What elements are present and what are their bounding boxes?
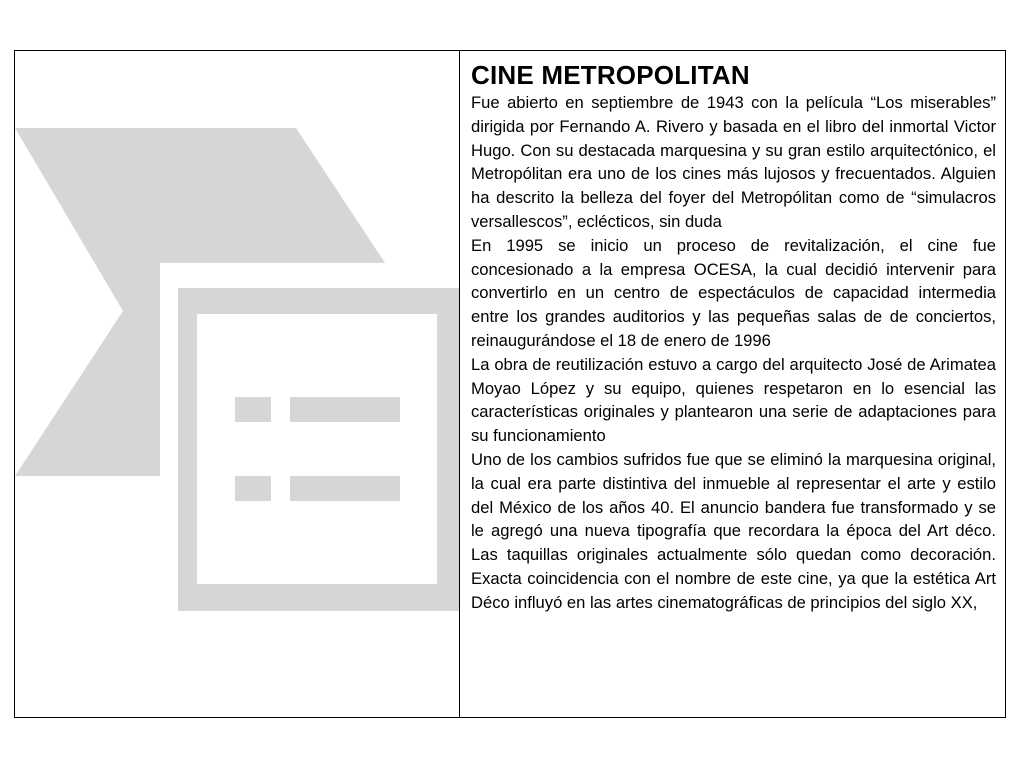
- paragraph-revitalization: En 1995 se inicio un proceso de revitalización, el cine fue concesionado a la empresa OCESA, la cual decidió intervenir para convertirlo en un centro de espectáculos de capacidad intermedia entre los grandes auditorios y las pequeñas salas de de conciertos, reinaugurándose el 18 de enero de 1996: [471, 235, 996, 350]
- illustration-cell: [15, 51, 460, 717]
- paragraph-opening: Fue abierto en septiembre de 1943 con la película “Los miserables” dirigida por Fernando A. Rivero y basada en el libro del inmortal Victor Hugo. Con su destacada marquesina y su gran estilo arquitectónico, el Metropólitan era uno de los cines más lujosos y frecuentados. Alguien ha descrito la belleza del foyer del Metropólitan como de “simulacros versallescos”, eclécticos, sin duda: [471, 93, 996, 231]
- text-cell: [460, 51, 1005, 717]
- article-title: CINE METROPOLITAN: [471, 60, 750, 90]
- list-line-1: [290, 397, 400, 422]
- document-page: [197, 314, 437, 584]
- list-line-2: [290, 476, 400, 501]
- document-list-icon: [15, 51, 460, 717]
- list-bullet-1: [235, 397, 271, 422]
- paragraph-changes: Uno de los cambios sufridos fue que se eliminó la marquesina original, la cual era parte distintiva del inmueble al representar el arte y estilo del México de los años 40. El anuncio bandera fue transformado y se le agregó una nueva tipografía que recordara la época del Art déco. Las taquillas originales actualmente sólo quedan como decoración. Exacta coincidencia con el nombre de este cine, ya que la estética Art Déco influyó en las artes cinematográficas de principios del siglo XX,: [471, 449, 996, 612]
- list-bullet-2: [235, 476, 271, 501]
- paragraph-reuse: La obra de reutilización estuvo a cargo del arquitecto José de Arimatea Moyao López y su equipo, quienes respetaron en lo esencial las características originales y plantearon una serie de adaptaciones para su funcionamiento: [471, 354, 996, 446]
- content-table: [14, 50, 1006, 718]
